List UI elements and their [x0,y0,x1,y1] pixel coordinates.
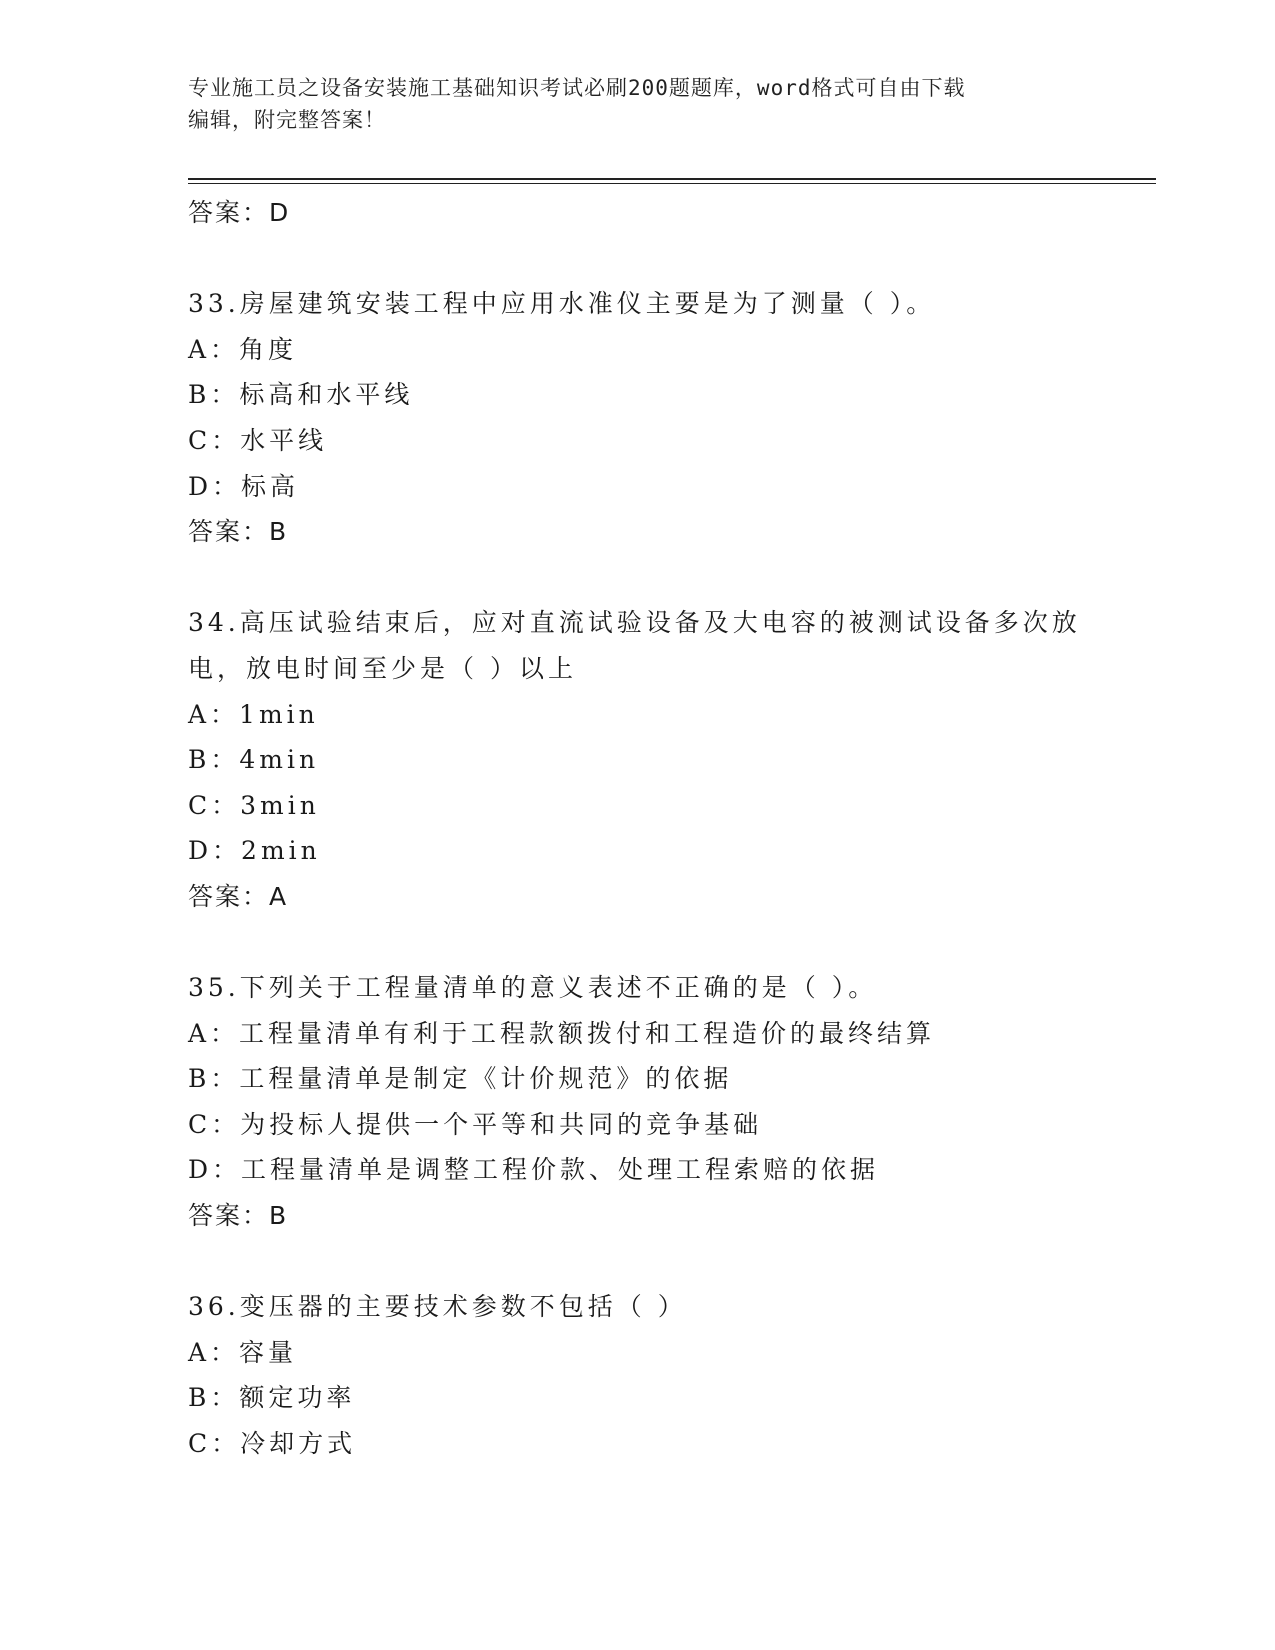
option-c: C：为投标人提供一个平等和共同的竞争基础 [188,1109,763,1139]
option-a: A：容量 [188,1337,298,1367]
question-content [188,190,1088,1467]
header-rule-thick [188,178,1156,180]
document-header [188,72,1088,136]
option-d: D：工程量清单是调整工程价款、处理工程索赔的依据 [188,1155,880,1185]
option-d: D：标高 [188,471,300,501]
option-d: D：2min [188,836,321,866]
question-stem: 35.下列关于工程量清单的意义表述不正确的是（ ）。 [188,973,878,1003]
question-stem: 36.变压器的主要技术参数不包括（ ） [188,1292,687,1322]
answer: 答案：A [188,881,289,911]
option-c: C：冷却方式 [188,1429,357,1459]
option-c: C：水平线 [188,425,328,455]
answer-previous: 答案：D [188,198,291,227]
header-line-1: 专业施工员之设备安装施工基础知识考试必刷200题题库，word格式可自由下载 [188,76,966,100]
option-a: A：角度 [188,334,298,364]
option-b: B：额定功率 [188,1383,356,1413]
option-b: B：4min [188,745,320,775]
header-line-2: 编辑，附完整答案！ [188,108,386,132]
option-c: C：3min [188,790,320,820]
option-b: B：工程量清单是制定《计价规范》的依据 [188,1064,733,1094]
question-stem-line-2: 电，放电时间至少是（ ）以上 [188,653,577,683]
question-35 [188,965,1088,1239]
option-a: A：1min [188,699,319,729]
question-34 [188,600,1088,919]
question-stem: 33.房屋建筑安装工程中应用水准仪主要是为了测量（ ）。 [188,289,936,319]
question-33 [188,281,1088,555]
answer: 答案：B [188,517,289,547]
option-b: B：标高和水平线 [188,380,414,410]
option-a: A：工程量清单有利于工程款额拨付和工程造价的最终结算 [188,1018,936,1048]
question-36 [188,1284,1088,1466]
answer: 答案：B [188,1201,289,1231]
header-rule-thin [188,183,1156,184]
question-stem-line-1: 34.高压试验结束后，应对直流试验设备及大电容的被测试设备多次放 [188,608,1081,638]
